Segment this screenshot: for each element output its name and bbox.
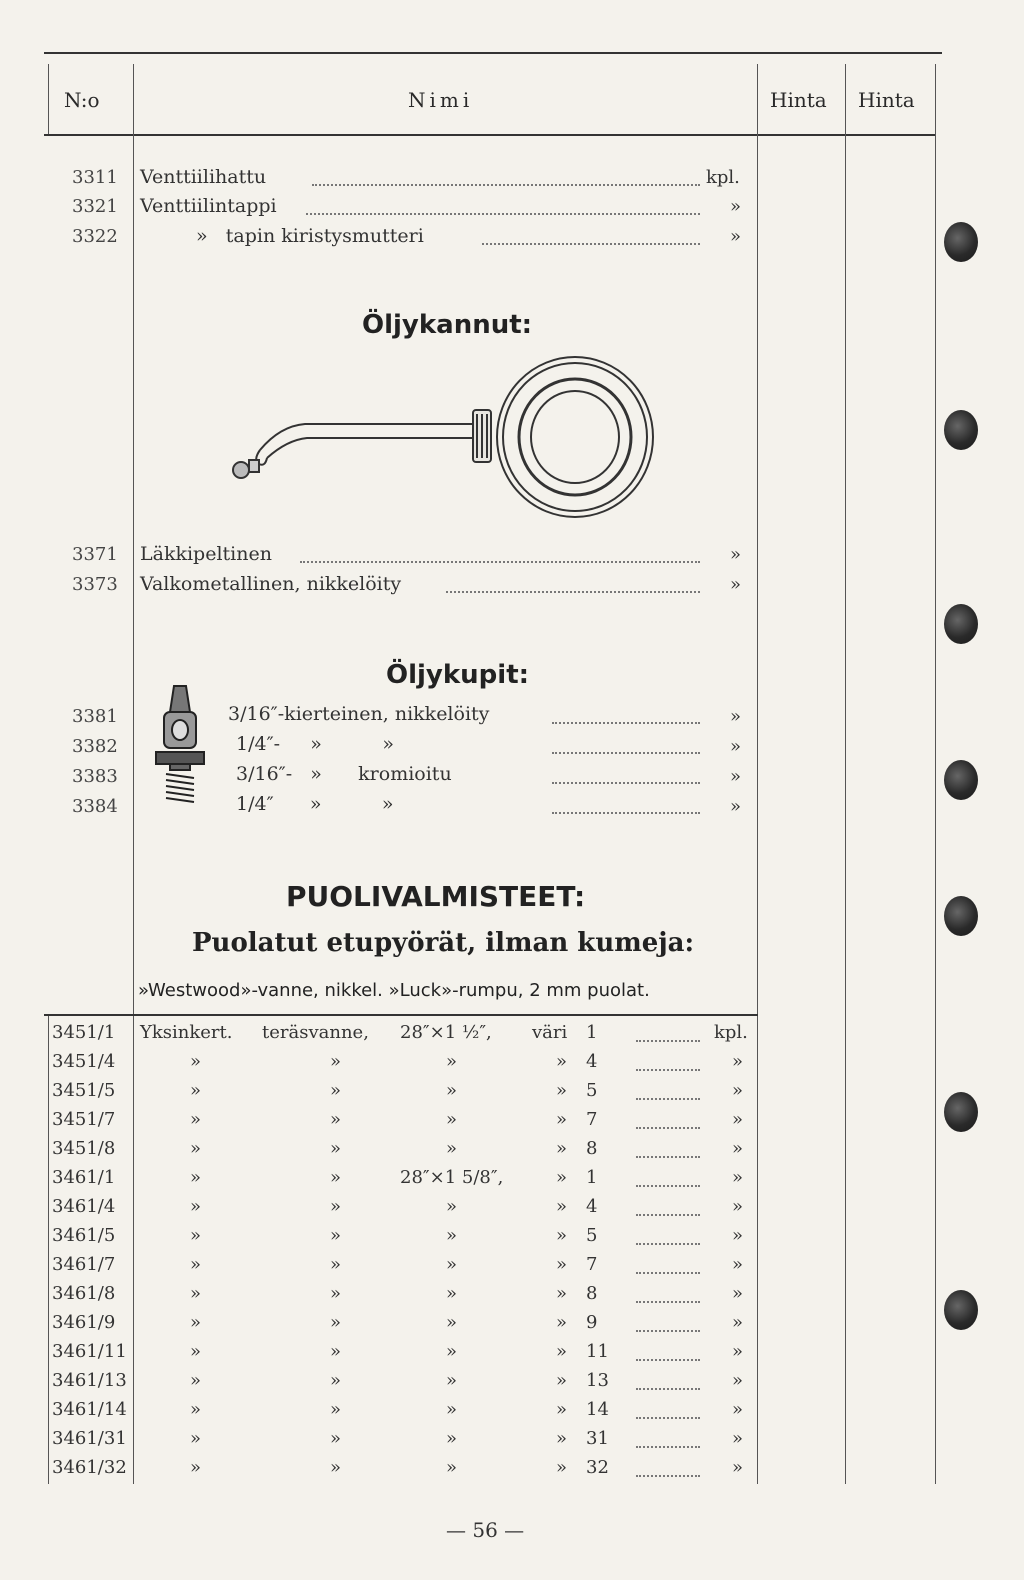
column-line (133, 64, 134, 1484)
wheel-color: 11 (586, 1341, 609, 1362)
oil-cup-illustration (150, 680, 212, 806)
dot-leader (636, 1125, 700, 1129)
wheel-cell: » (190, 1167, 202, 1188)
wheel-cell: » (446, 1370, 458, 1391)
header-number: N:o (64, 88, 100, 112)
wheel-unit: » (732, 1254, 744, 1275)
item-unit: » (730, 736, 742, 757)
item-name: Venttiilintappi (140, 195, 277, 217)
wheel-cell: » (446, 1196, 458, 1217)
section-title-oilcans: Öljykannut: (362, 310, 533, 340)
dot-leader (636, 1038, 700, 1042)
wheel-color: 1 (586, 1167, 598, 1188)
page-number: — 56 — (446, 1518, 525, 1542)
dot-leader (636, 1415, 700, 1419)
wheel-cell: » (446, 1312, 458, 1333)
wheel-cell: » (190, 1051, 202, 1072)
wheel-cell: » (190, 1196, 202, 1217)
wheel-item-number: 3451/7 (52, 1109, 116, 1130)
punch-hole (944, 604, 978, 644)
wheel-color: 32 (586, 1457, 609, 1478)
wheel-cell: » (330, 1457, 342, 1478)
item-number: 3384 (72, 796, 118, 817)
wheel-cell: » (556, 1080, 568, 1101)
dot-leader (636, 1299, 700, 1303)
wheel-item-number: 3451/8 (52, 1138, 116, 1159)
wheel-cell: » (556, 1399, 568, 1420)
wheel-cell: » (190, 1254, 202, 1275)
wheel-unit: » (732, 1428, 744, 1449)
item-number: 3311 (72, 167, 118, 188)
item-number: 3321 (72, 196, 118, 217)
item-name: 3/16″- » kromioitu (236, 763, 452, 785)
wheel-color: 7 (586, 1109, 598, 1130)
wheel-unit: » (732, 1399, 744, 1420)
wheel-color: 13 (586, 1370, 609, 1391)
dot-leader (552, 780, 700, 784)
section-spec: »Westwood»-vanne, nikkel. »Luck»-rumpu, 2 mm puolat. (138, 980, 650, 1001)
wheel-unit: » (732, 1196, 744, 1217)
item-name: Läkkipeltinen (140, 543, 272, 565)
item-name: 1/4″ » » (236, 793, 394, 815)
dot-leader (636, 1183, 700, 1187)
dot-leader (636, 1096, 700, 1100)
wheel-color: 8 (586, 1283, 598, 1304)
wheel-cell: » (330, 1225, 342, 1246)
wheel-cell: » (556, 1283, 568, 1304)
wheel-cell: » (446, 1341, 458, 1362)
item-name: Valkometallinen, nikkelöity (140, 573, 402, 595)
wheel-cell: » (330, 1254, 342, 1275)
wheel-color: 4 (586, 1051, 598, 1072)
wheel-cell: » (556, 1428, 568, 1449)
wheel-item-number: 3461/4 (52, 1196, 116, 1217)
wheel-cell: » (446, 1051, 458, 1072)
item-unit: » (730, 226, 742, 247)
wheel-cell: » (190, 1080, 202, 1101)
wheel-cell: » (330, 1051, 342, 1072)
dot-leader (446, 589, 700, 593)
wheel-item-number: 3461/8 (52, 1283, 116, 1304)
dot-leader (482, 241, 700, 245)
dot-leader (552, 750, 700, 754)
wheel-cell: » (190, 1341, 202, 1362)
dot-leader (636, 1357, 700, 1361)
dot-leader (636, 1154, 700, 1158)
item-name: Venttiilihattu (140, 166, 267, 188)
item-number: 3322 (72, 226, 118, 247)
column-line (48, 1016, 49, 1484)
wheel-unit: » (732, 1080, 744, 1101)
wheel-color: 8 (586, 1138, 598, 1159)
wheel-cell: » (446, 1457, 458, 1478)
dot-leader (552, 810, 700, 814)
wheel-cell: » (446, 1109, 458, 1130)
wheel-unit: » (732, 1370, 744, 1391)
wheel-cell: » (446, 1080, 458, 1101)
wheel-color: 14 (586, 1399, 609, 1420)
wheel-cell: » (330, 1196, 342, 1217)
wheel-cell: » (190, 1283, 202, 1304)
wheel-item-number: 3461/1 (52, 1167, 116, 1188)
item-unit: » (730, 196, 742, 217)
item-unit: » (730, 766, 742, 787)
wheel-unit: » (732, 1225, 744, 1246)
dot-leader (636, 1067, 700, 1071)
wheel-cell: » (556, 1341, 568, 1362)
wheel-cell: » (190, 1370, 202, 1391)
dot-leader (300, 559, 700, 563)
punch-hole (944, 410, 978, 450)
wheel-color: 9 (586, 1312, 598, 1333)
wheel-cell: » (446, 1225, 458, 1246)
wheel-cell: » (190, 1225, 202, 1246)
wheel-cell: 28″×1 5/8″, (400, 1167, 504, 1188)
wheel-cell: » (556, 1225, 568, 1246)
wheel-cell: » (330, 1080, 342, 1101)
wheel-color: 31 (586, 1428, 609, 1449)
dot-leader (312, 182, 700, 186)
wheel-unit: » (732, 1283, 744, 1304)
wheel-cell: » (190, 1312, 202, 1333)
header-name: Nimi (408, 88, 474, 112)
item-number: 3373 (72, 574, 118, 595)
wheel-cell: » (330, 1167, 342, 1188)
item-unit: » (730, 706, 742, 727)
wheel-item-number: 3461/7 (52, 1254, 116, 1275)
punch-hole (944, 896, 978, 936)
dot-leader (636, 1386, 700, 1390)
oil-can-illustration (225, 352, 665, 532)
dot-leader (636, 1444, 700, 1448)
punch-hole (944, 222, 978, 262)
item-number: 3383 (72, 766, 118, 787)
section-subtitle: Puolatut etupyörät, ilman kumeja: (192, 928, 695, 958)
wheel-cell: » (556, 1457, 568, 1478)
wheel-unit: » (732, 1312, 744, 1333)
wheel-cell: Yksinkert. (140, 1022, 233, 1043)
wheel-unit: » (732, 1167, 744, 1188)
wheel-color: 7 (586, 1254, 598, 1275)
wheel-item-number: 3451/1 (52, 1022, 116, 1043)
wheel-cell: » (556, 1370, 568, 1391)
punch-hole (944, 760, 978, 800)
wheel-cell: » (330, 1109, 342, 1130)
wheel-item-number: 3461/32 (52, 1457, 127, 1478)
header-price-1: Hinta (770, 88, 827, 112)
wheel-unit: » (732, 1341, 744, 1362)
wheel-item-number: 3451/4 (52, 1051, 116, 1072)
wheel-cell: » (556, 1167, 568, 1188)
wheel-cell: » (446, 1428, 458, 1449)
wheel-cell: » (446, 1283, 458, 1304)
item-unit: » (730, 796, 742, 817)
item-number: 3382 (72, 736, 118, 757)
item-name: 3/16″-kierteinen, nikkelöity (228, 703, 490, 725)
wheel-cell: » (446, 1138, 458, 1159)
column-line (935, 64, 936, 1484)
column-line (48, 64, 49, 134)
wheel-cell: » (556, 1051, 568, 1072)
dot-leader (552, 720, 700, 724)
item-unit: kpl. (706, 167, 740, 188)
wheel-cell: » (556, 1138, 568, 1159)
wheel-unit: » (732, 1051, 744, 1072)
wheel-cell: » (330, 1399, 342, 1420)
wheel-unit: » (732, 1457, 744, 1478)
wheel-item-number: 3461/13 (52, 1370, 127, 1391)
punch-hole (944, 1092, 978, 1132)
wheel-item-number: 3451/5 (52, 1080, 116, 1101)
wheel-item-number: 3461/5 (52, 1225, 116, 1246)
wheel-cell: » (556, 1254, 568, 1275)
item-name: 1/4″- » » (236, 733, 394, 755)
wheel-cell: » (190, 1428, 202, 1449)
wheel-color: 4 (586, 1196, 598, 1217)
item-number: 3381 (72, 706, 118, 727)
wheel-item-number: 3461/11 (52, 1341, 127, 1362)
item-name: » tapin kiristysmutteri (196, 225, 424, 247)
wheel-cell: » (446, 1254, 458, 1275)
wheel-cell: » (556, 1109, 568, 1130)
wheel-color: 5 (586, 1080, 598, 1101)
header-price-2: Hinta (858, 88, 915, 112)
wheel-color: 5 (586, 1225, 598, 1246)
wheel-cell: 28″×1 ½″, (400, 1022, 492, 1043)
dot-leader (306, 211, 700, 215)
wheel-cell: » (330, 1370, 342, 1391)
wheel-unit: kpl. (714, 1022, 748, 1043)
wheel-item-number: 3461/9 (52, 1312, 116, 1333)
wheel-cell: » (190, 1399, 202, 1420)
top-rule (44, 52, 942, 54)
dot-leader (636, 1241, 700, 1245)
header-bottom-rule (44, 134, 936, 136)
item-number: 3371 (72, 544, 118, 565)
wheel-cell: teräsvanne, (262, 1022, 369, 1043)
dot-leader (636, 1212, 700, 1216)
wheel-cell: » (330, 1312, 342, 1333)
column-line (845, 64, 846, 1484)
wheel-cell: » (330, 1428, 342, 1449)
wheel-item-number: 3461/14 (52, 1399, 127, 1420)
dot-leader (636, 1473, 700, 1477)
item-unit: » (730, 544, 742, 565)
wheel-cell: » (556, 1196, 568, 1217)
wheel-cell: » (330, 1341, 342, 1362)
section-title-oilcups: Öljykupit: (386, 660, 530, 690)
wheel-cell: » (330, 1283, 342, 1304)
dot-leader (636, 1328, 700, 1332)
wheel-unit: » (732, 1109, 744, 1130)
wheel-cell: väri (532, 1022, 568, 1043)
wheel-cell: » (190, 1457, 202, 1478)
column-line (757, 64, 758, 1484)
wheel-cell: » (190, 1109, 202, 1130)
wheel-cell: » (556, 1312, 568, 1333)
wheel-unit: » (732, 1138, 744, 1159)
wheel-cell: » (190, 1138, 202, 1159)
dot-leader (636, 1270, 700, 1274)
item-unit: » (730, 574, 742, 595)
wheel-item-number: 3461/31 (52, 1428, 127, 1449)
wheel-cell: » (330, 1138, 342, 1159)
table-top-rule (44, 1014, 758, 1016)
wheel-cell: » (446, 1399, 458, 1420)
section-title-semi-finished: PUOLIVALMISTEET: (286, 880, 586, 913)
punch-hole (944, 1290, 978, 1330)
wheel-color: 1 (586, 1022, 598, 1043)
